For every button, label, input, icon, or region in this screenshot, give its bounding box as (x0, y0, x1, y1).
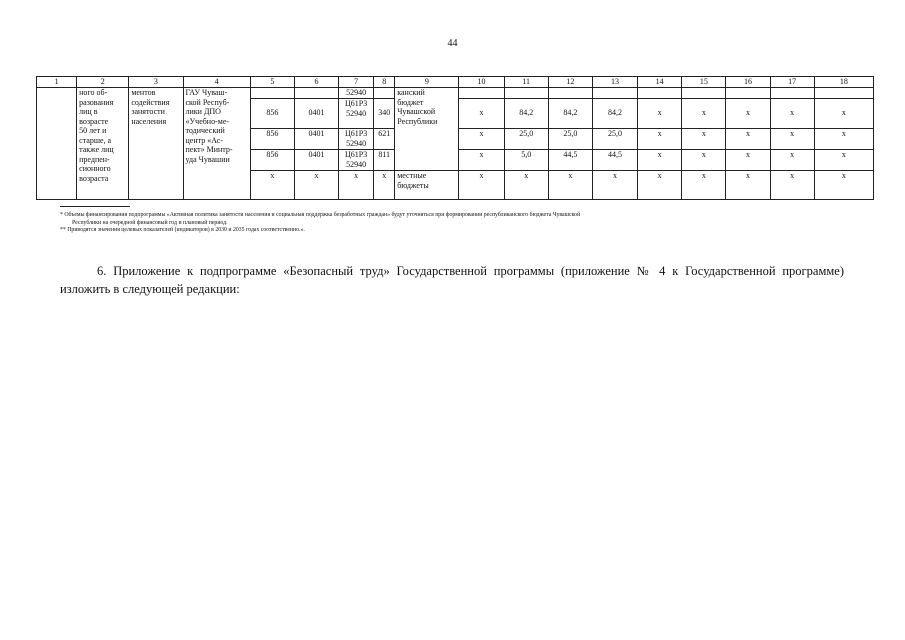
table-cell: 811 (374, 150, 395, 171)
col2-category-cell: ного об- разования лиц в возрасте 50 лет и старше, а также лиц предпен- сионного возраста (77, 88, 129, 200)
table-cell (638, 88, 682, 99)
table-cell: x (250, 171, 294, 200)
table-cell: x (726, 171, 770, 200)
footnote-divider (60, 206, 130, 207)
header-cell: 6 (294, 77, 338, 88)
table-cell: 856 (250, 99, 294, 129)
header-cell: 2 (77, 77, 129, 88)
header-cell: 4 (183, 77, 250, 88)
table-cell: x (814, 99, 873, 129)
table-cell: x (814, 129, 873, 150)
table-cell (770, 88, 814, 99)
table-cell: 44,5 (548, 150, 592, 171)
table-cell: 0401 (294, 150, 338, 171)
table-cell: x (459, 129, 504, 150)
table-cell: x (459, 171, 504, 200)
header-cell: 13 (592, 77, 637, 88)
table-cell: 52940 (339, 88, 374, 99)
col1-cell (37, 88, 77, 200)
table-cell: x (770, 150, 814, 171)
header-cell: 14 (638, 77, 682, 88)
table-cell: x (682, 99, 726, 129)
table-cell: x (638, 171, 682, 200)
header-cell: 12 (548, 77, 592, 88)
header-cell: 9 (395, 77, 459, 88)
table-cell: 0401 (294, 99, 338, 129)
table-cell: x (592, 171, 637, 200)
table-cell: Ц61Р3 52940 (339, 150, 374, 171)
table-cell: 340 (374, 99, 395, 129)
table-cell: x (294, 171, 338, 200)
table-cell: x (814, 171, 873, 200)
table-cell: x (682, 150, 726, 171)
table-cell: x (726, 150, 770, 171)
footnote-1-line-2: Республики на очередной финансовый год и плановый период. (72, 219, 228, 226)
footnote-2: ** Приводятся значения целевых показателей (индикаторов) в 2030 и 2035 годах соответственно.». (60, 227, 305, 234)
header-cell: 15 (682, 77, 726, 88)
table-cell: 621 (374, 129, 395, 150)
table-cell: Ц61Р3 52940 (339, 99, 374, 129)
table-cell: x (638, 99, 682, 129)
table-cell: Ц61Р3 52940 (339, 129, 374, 150)
table-cell: 25,0 (548, 129, 592, 150)
table-cell: x (770, 99, 814, 129)
header-cell: 18 (814, 77, 873, 88)
table-cell (459, 88, 504, 99)
table-row (37, 88, 874, 99)
table-cell: 856 (250, 129, 294, 150)
header-cell: 10 (459, 77, 504, 88)
header-cell: 5 (250, 77, 294, 88)
table-cell: x (339, 171, 374, 200)
table-cell (682, 88, 726, 99)
table-cell: x (726, 129, 770, 150)
header-cell: 11 (504, 77, 548, 88)
table-cell (814, 88, 873, 99)
footnotes (60, 212, 840, 235)
table-cell: x (770, 129, 814, 150)
col9-source-cell: канский бюджет Чувашской Республики (395, 88, 459, 171)
table-cell (374, 88, 395, 99)
table-cell: 5,0 (504, 150, 548, 171)
col9-local-budget-cell: местные бюджеты (395, 171, 459, 200)
table-cell: x (548, 171, 592, 200)
header-cell: 17 (770, 77, 814, 88)
table-cell (548, 88, 592, 99)
table-cell: 25,0 (504, 129, 548, 150)
header-cell: 7 (339, 77, 374, 88)
header-row (37, 77, 874, 88)
table-cell: x (814, 150, 873, 171)
header-cell: 3 (129, 77, 183, 88)
table-cell: 44,5 (592, 150, 637, 171)
table-cell: x (459, 150, 504, 171)
table-cell (726, 88, 770, 99)
table-cell: x (374, 171, 395, 200)
table-cell: 856 (250, 150, 294, 171)
table-cell: 0401 (294, 129, 338, 150)
col3-measure-cell: ментов содействия занятости населения (129, 88, 183, 200)
table-cell: x (459, 99, 504, 129)
table-cell: x (638, 129, 682, 150)
header-cell: 8 (374, 77, 395, 88)
header-cell: 16 (726, 77, 770, 88)
table-cell (250, 88, 294, 99)
financing-table (36, 76, 874, 200)
table-cell: 25,0 (592, 129, 637, 150)
amendment-paragraph: 6. Приложение к подпрограмме «Безопасный труд» Государственной программы (приложение № 4 к Государственной программе) изложить в следующей редакции: (60, 264, 844, 296)
table-cell: x (504, 171, 548, 200)
table-cell (592, 88, 637, 99)
table-cell: 84,2 (548, 99, 592, 129)
table-cell: x (770, 171, 814, 200)
table-cell (294, 88, 338, 99)
table-cell: x (726, 99, 770, 129)
table-cell (504, 88, 548, 99)
footnote-1-line-1: * Объемы финансирования подпрограммы «Активная политика занятости населения и социальная поддержка безработных граждан» будут уточняться при формировании республиканского бюджета Чувашской (60, 212, 581, 218)
table-cell: x (682, 129, 726, 150)
table-cell: 84,2 (592, 99, 637, 129)
table-cell: x (638, 150, 682, 171)
header-cell: 1 (37, 77, 77, 88)
col4-executor-cell: ГАУ Чуваш- ской Респуб- лики ДПО «Учебно-ме- тодический центр «Ас- пект» Минтр- уда Чувашии (183, 88, 250, 200)
table-cell: x (682, 171, 726, 200)
page-number: 44 (447, 38, 458, 49)
table-cell: 84,2 (504, 99, 548, 129)
